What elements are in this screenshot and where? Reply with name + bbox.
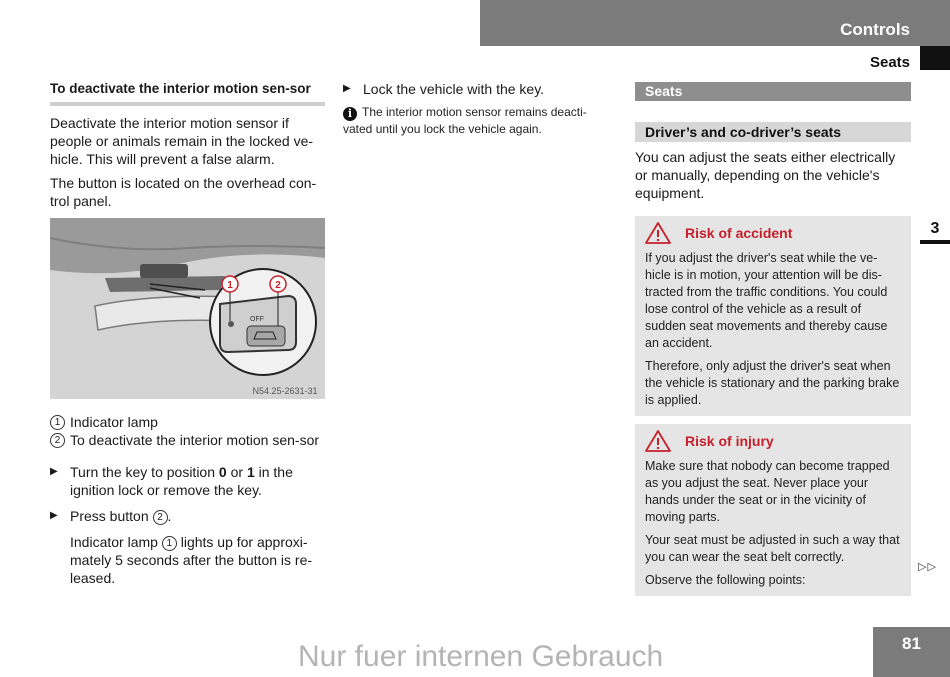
warning-header [645, 222, 901, 244]
section-bar-seats: Seats [635, 82, 911, 101]
legend-number: 1 [50, 415, 65, 430]
step-arrow-icon: ▶ [50, 466, 58, 477]
step-text: Press button 2 . [70, 508, 172, 524]
paragraph-deactivate: Deactivate the interior motion sensor if people or animals remain in the locked ve-hicle. This will prevent a false alarm. [50, 115, 314, 167]
instruction-step-lock [343, 80, 615, 98]
watermark-text: Nur fuer internen Gebrauch [298, 640, 664, 673]
chapter-number-tab: 3 [930, 220, 940, 237]
warning-title: Risk of injury [685, 433, 774, 449]
continue-marker: ▷▷ [918, 561, 937, 573]
warning-paragraph: If you adjust the driver's seat while the ve-hicle is in motion, your attention will be dis-tracted from the traffic conditions. You could lose control of the vehicle as a result of sudden seat movements and thereby cause an accident. [645, 251, 888, 350]
step-arrow-icon: ▶ [343, 83, 351, 94]
middle-column [343, 80, 615, 137]
legend-text: Indicator lamp [70, 414, 158, 430]
right-column [635, 82, 911, 596]
warning-triangle-icon [645, 430, 671, 452]
warning-paragraph: Make sure that nobody can become trapped as you adjust the seat. Never place your hands under the seat or in the vicinity of moving parts. [645, 459, 890, 524]
subsection-bar-seats: Driver’s and co-driver’s seats [635, 122, 911, 142]
header-tab-marker [920, 46, 950, 70]
info-note [343, 104, 615, 137]
warning-header [645, 430, 901, 452]
warning-triangle-icon [645, 222, 671, 244]
section-title: Seats [869, 54, 910, 71]
warning-paragraph: Observe the following points: [645, 573, 806, 587]
left-column [50, 80, 325, 587]
step-text: Lock the vehicle with the key. [363, 81, 545, 97]
callout-1: 1 [227, 280, 233, 291]
overhead-panel-illustration [50, 218, 325, 399]
legend-item-1 [50, 413, 325, 431]
seats-intro: You can adjust the seats either electrically or manually, depending on the vehicle's equipment. [635, 149, 896, 201]
instruction-step-press [50, 507, 325, 525]
instruction-step-key [50, 463, 325, 499]
chapter-tab-underline [920, 240, 950, 244]
step-text: Turn the key to position 0 or 1 in the ignition lock or remove the key. [70, 464, 293, 498]
warning-box-accident [635, 216, 911, 416]
button-off-label: OFF [250, 316, 264, 323]
info-icon: i [343, 107, 357, 121]
subsection-heading: To deactivate the interior motion sen-sor [50, 81, 311, 96]
chapter-title: Controls [840, 20, 910, 39]
page-number: 81 [873, 627, 950, 677]
warning-box-injury [635, 424, 911, 596]
callout-2: 2 [275, 280, 281, 291]
warning-paragraph: Therefore, only adjust the driver's seat when the vehicle is stationary and the parking brake is applied. [645, 359, 900, 407]
warning-title: Risk of accident [685, 225, 793, 241]
overhead-panel-figure [50, 218, 325, 399]
legend-item-2 [50, 431, 325, 449]
warning-paragraph: Your seat must be adjusted in such a way that you can wear the seat belt correctly. [645, 533, 900, 564]
paragraph-button-location: The button is located on the overhead con-trol panel. [50, 175, 317, 209]
legend-number: 2 [50, 433, 65, 448]
heading-rule [50, 102, 325, 106]
step-result-text: Indicator lamp 1 lights up for approxi-mately 5 seconds after the button is re-leased. [70, 534, 313, 586]
info-text: The interior motion sensor remains deacti-vated until you lock the vehicle again. [343, 105, 587, 136]
figure-code: N54.25-2631-31 [252, 386, 318, 396]
legend-text: To deactivate the interior motion sen-sor [70, 432, 320, 448]
step-arrow-icon: ▶ [50, 510, 58, 521]
